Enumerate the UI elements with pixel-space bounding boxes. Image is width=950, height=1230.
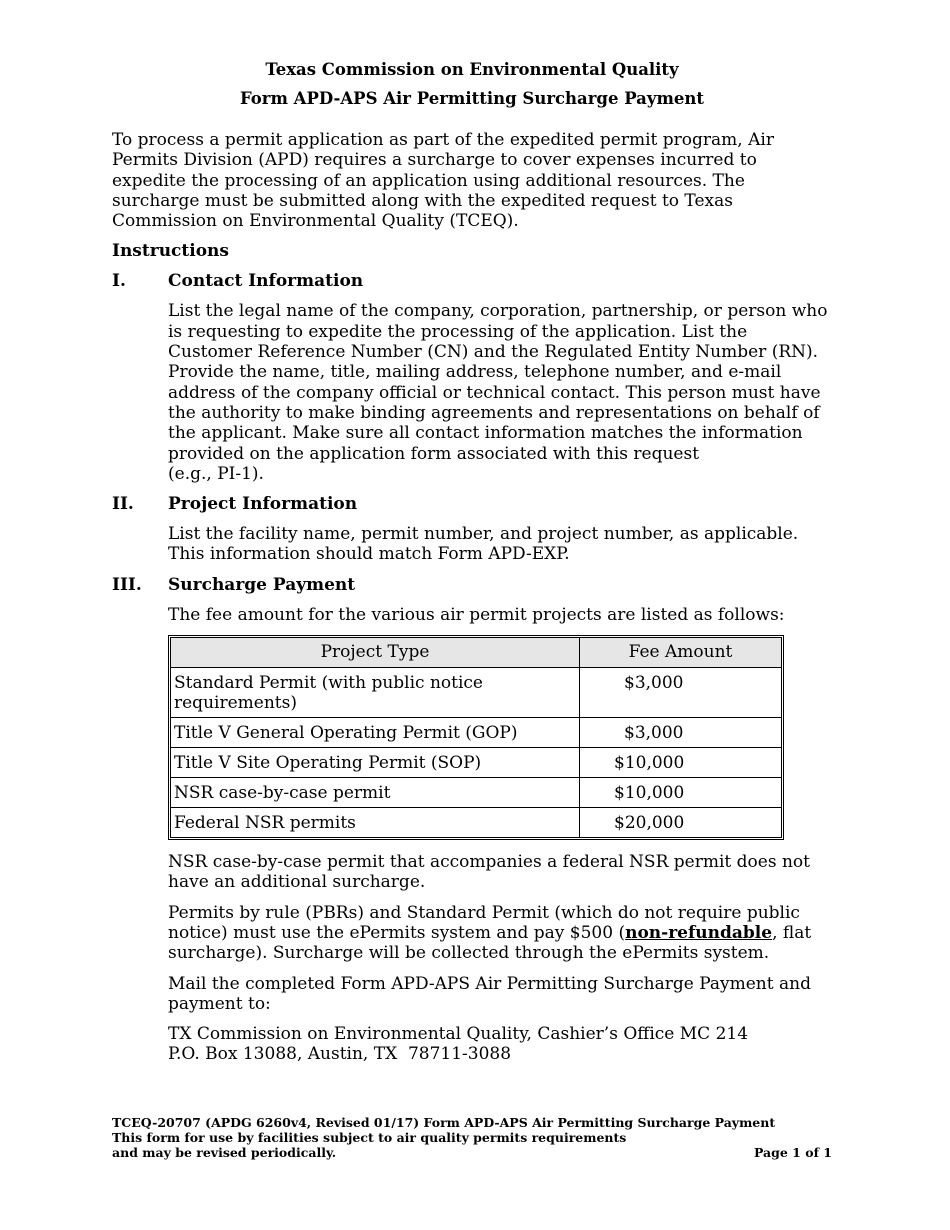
contact-body-text: List the legal name of the company, corporation, partnership, or person who is requesting to expedite the processing of the application. List the Customer Reference Number (CN) and the Regulated Entity Number (RN). Provide the name, title, mailing address, telephone number, and e-mail address of the company official or technical contact. This person must have the authority to make binding agreements and representations on behalf of the applicant. Make sure all contact information matches the information provided on the application form associated with this request	[168, 301, 828, 464]
section-number: I.	[112, 271, 126, 292]
contact-body-tail: (e.g., PI-1).	[168, 463, 264, 484]
footer-form-id: TCEQ-20707 (APDG 6260v4, Revised 01/17) Form APD-APS Air Permitting Surcharge Payment	[112, 1115, 776, 1130]
section-project-heading	[112, 494, 832, 514]
address-line-1: TX Commission on Environmental Quality, Cashier’s Office MC 214	[168, 1024, 749, 1045]
fee-amount-cell: $10,000	[580, 778, 781, 808]
non-refundable-emphasis: non-refundable	[625, 922, 773, 943]
column-header-fee-amount: Fee Amount	[580, 638, 781, 668]
fee-amount-cell: $3,000	[580, 668, 781, 718]
address-line-2: P.O. Box 13088, Austin, TX 78711-3088	[168, 1044, 512, 1065]
section-title: Contact Information	[168, 271, 364, 292]
project-type-cell: Standard Permit (with public notice requirements)	[171, 668, 580, 718]
table-row	[171, 718, 781, 748]
section-number: II.	[112, 494, 134, 515]
surcharge-note-nsr: NSR case-by-case permit that accompanies a federal NSR permit does not have an additional surcharge.	[168, 852, 810, 893]
intro-paragraph: To process a permit application as part of the expedited permit program, Air Permits Division (APD) requires a surcharge to cover expenses incurred to expedite the processing of an application using additional resources. The surcharge must be submitted along with the expedited request to Texas Commission on Environmental Quality (TCEQ).	[112, 130, 774, 232]
table-row	[171, 748, 781, 778]
project-type-cell: NSR case-by-case permit	[171, 778, 580, 808]
section-surcharge-heading	[112, 575, 832, 595]
table-row	[171, 808, 781, 837]
mail-instructions: Mail the completed Form APD-APS Air Permitting Surcharge Payment and payment to:	[168, 973, 811, 1014]
agency-title: Texas Commission on Environmental Quality	[265, 60, 679, 79]
mailing-address	[168, 1024, 832, 1065]
footer-usage-note: This form for use by facilities subject to air quality permits requirements	[112, 1130, 627, 1145]
contact-body	[168, 301, 832, 484]
document-page	[112, 55, 832, 1065]
column-header-project-type: Project Type	[171, 638, 580, 668]
section-title: Project Information	[168, 494, 358, 515]
section-number: III.	[112, 574, 142, 595]
project-type-cell: Title V General Operating Permit (GOP)	[171, 718, 580, 748]
fee-amount-cell: $3,000	[580, 718, 781, 748]
form-title: Form APD-APS Air Permitting Surcharge Payment	[239, 89, 705, 108]
page-number: Page 1 of 1	[753, 1145, 832, 1160]
project-type-cell: Federal NSR permits	[171, 808, 580, 837]
project-type-cell: Title V Site Operating Permit (SOP)	[171, 748, 580, 778]
section-contact-heading	[112, 271, 832, 291]
pbr-note-text: Permits by rule (PBRs) and Standard Permit (which do not require public notice) must use the ePermits system and pay $500 (	[168, 902, 800, 943]
page-footer	[112, 1115, 832, 1160]
fee-amount-cell: $10,000	[580, 748, 781, 778]
project-body: List the facility name, permit number, and project number, as applicable. This information should match Form APD-EXP.	[168, 524, 799, 565]
fee-table-header-row	[171, 638, 781, 668]
fee-table	[168, 635, 784, 840]
pbr-note-text-end: , flat surcharge). Surcharge will be collected through the ePermits system.	[168, 922, 812, 964]
footer-revision-note: and may be revised periodically.	[112, 1145, 337, 1160]
section-title: Surcharge Payment	[168, 574, 356, 595]
surcharge-lead: The fee amount for the various air permit projects are listed as follows:	[168, 604, 785, 625]
fee-amount-cell: $20,000	[614, 813, 685, 834]
surcharge-note-pbr	[168, 903, 832, 964]
table-row	[171, 778, 781, 808]
instructions-heading: Instructions	[112, 241, 229, 262]
table-row	[171, 668, 781, 718]
